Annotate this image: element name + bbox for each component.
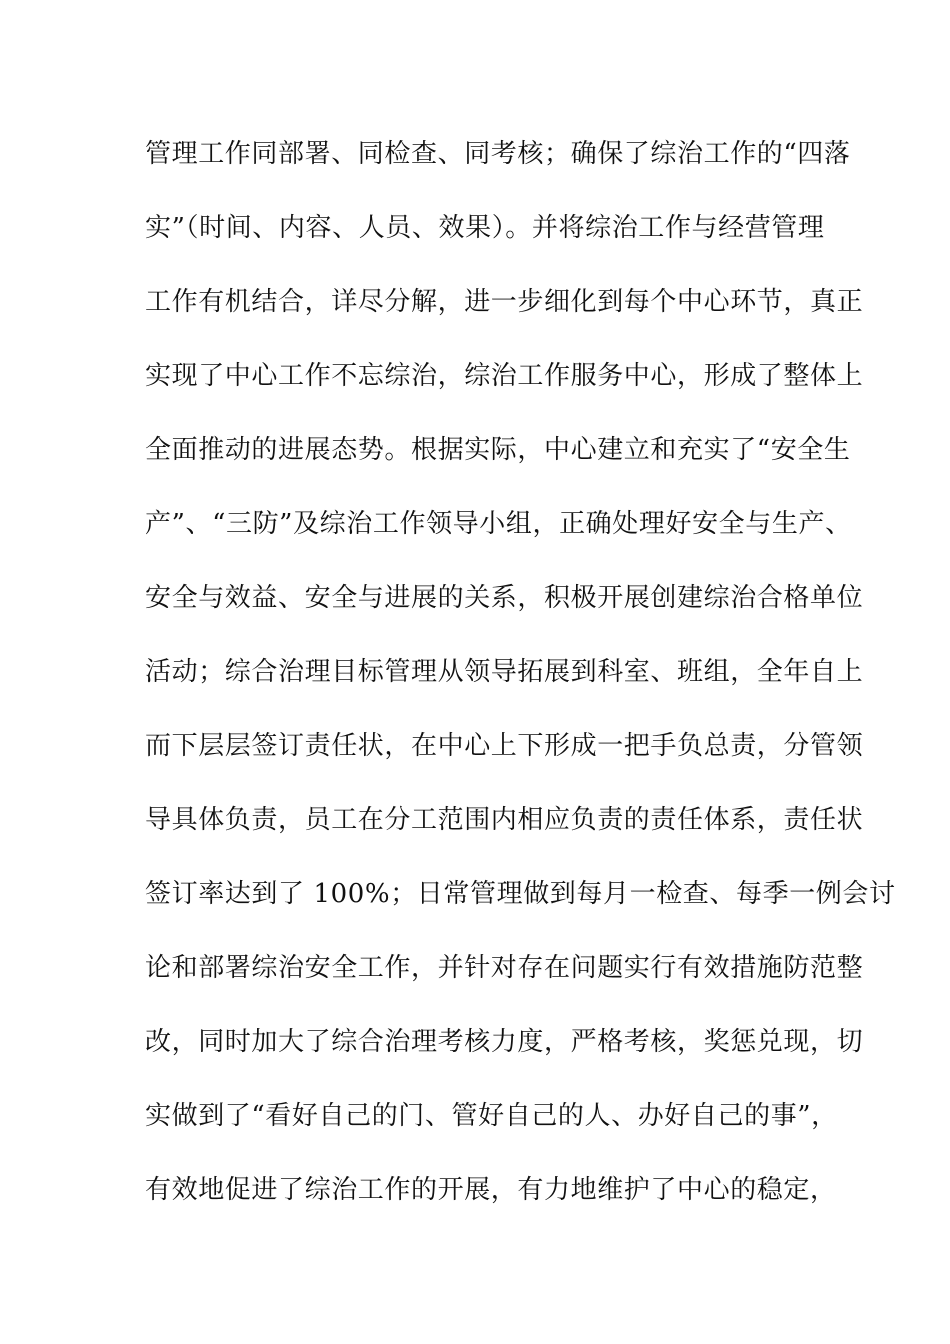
text-line: 实”（时间、内容、人员、效果）。并将综治工作与经营管理 [145,213,825,243]
text-line: 实现了中心工作不忘综治，综治工作服务中心，形成了整体上 [145,361,864,391]
text-line: 工作有机结合，详尽分解，进一步细化到每个中心环节，真正 [145,287,864,317]
text-line: 导具体负责，员工在分工范围内相应负责的责任体系，责任状 [145,805,864,835]
text-line: 安全与效益、安全与进展的关系，积极开展创建综治合格单位 [145,583,864,613]
text-line: 活动；综合治理目标管理从领导拓展到科室、班组，全年自上 [145,657,864,687]
text-line: 而下层层签订责任状，在中心上下形成一把手负总责，分管领 [145,731,864,761]
text-line: 全面推动的进展态势。根据实际，中心建立和充实了“安全生 [145,435,851,465]
text-line: 改，同时加大了综合治理考核力度，严格考核，奖惩兑现，切 [145,1027,864,1057]
text-line: 管理工作同部署、同检查、同考核；确保了综治工作的“四落 [145,139,851,169]
text-line: 实做到了“看好自己的门、管好自己的人、办好自己的事”， [145,1101,838,1131]
text-line: 签订率达到了 100%；日常管理做到每月一检查、每季一例会讨 [145,879,896,909]
text-line: 论和部署综治安全工作，并针对存在问题实行有效措施防范整 [145,953,864,983]
text-line: 有效地促进了综治工作的开展，有力地维护了中心的稳定， [145,1175,837,1205]
text-line: 产”、“三防”及综治工作领导小组，正确处理好安全与生产、 [145,509,852,539]
